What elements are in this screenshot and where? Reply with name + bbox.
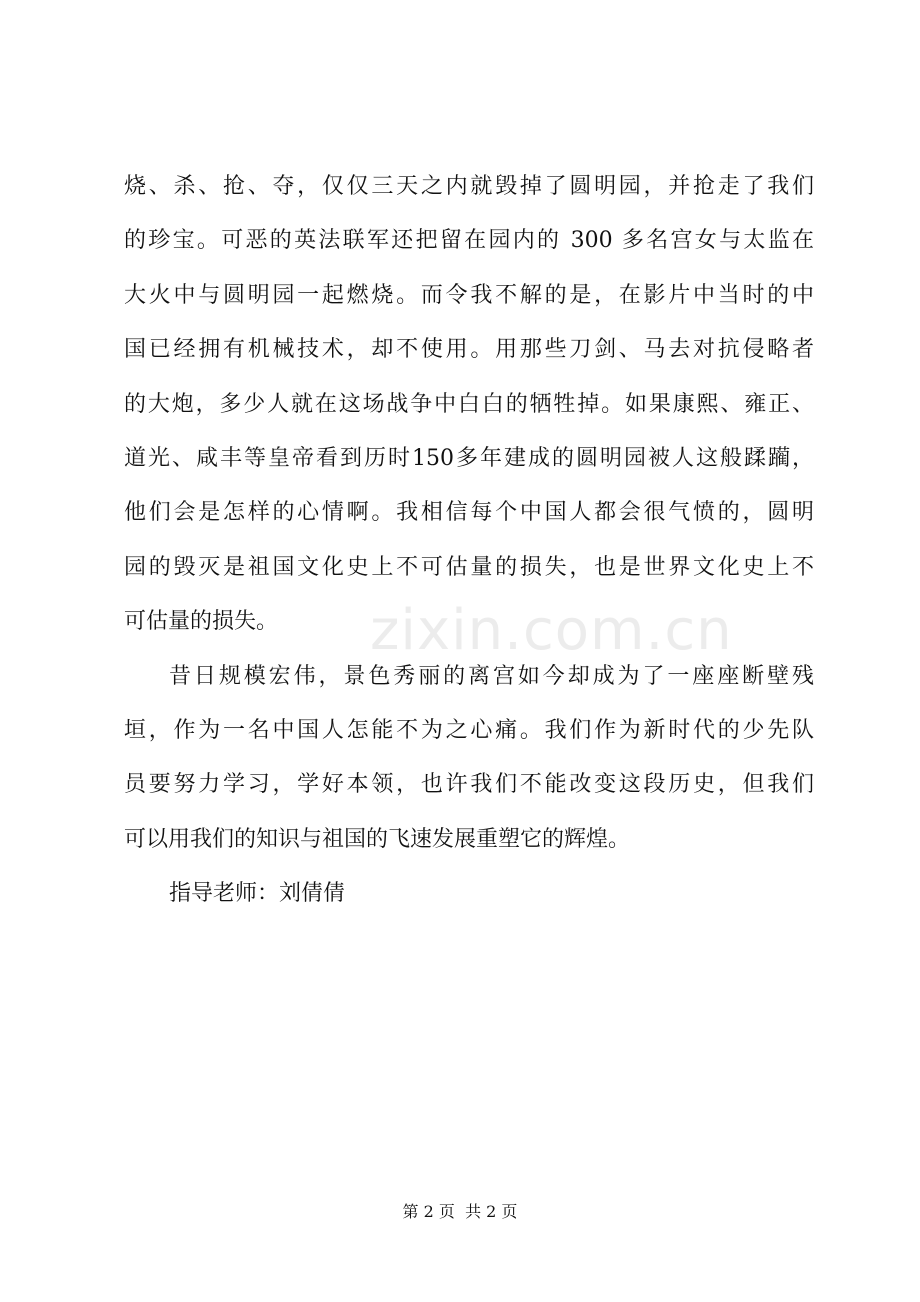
text-line: 烧、杀、抢、夺，仅仅三天之内就毁掉了圆明园，并抢走了我们: [124, 174, 814, 199]
text-line: 大火中与圆明园一起燃烧。而令我不解的是，在影片中当时的中: [124, 282, 814, 308]
page-footer: [0, 1200, 920, 1224]
text-line: 道光、咸丰等皇帝看到历时150多年建成的圆明园被人这般蹂躏，: [124, 445, 814, 471]
text-line: 园的毁灭是祖国文化史上不可估量的损失，也是世界文化史上不: [124, 554, 814, 580]
paragraph-2: [124, 650, 814, 868]
text-line: 员要努力学习，学好本领，也许我们不能改变这段历史，但我们: [124, 772, 814, 798]
text-line: 的大炮，多少人就在这场战争中白白的牺牲掉。如果康熙、雍正、: [124, 391, 814, 417]
text-line: 垣，作为一名中国人怎能不为之心痛。我们作为新时代的少先队: [124, 717, 814, 743]
text-line: 他们会是怎样的心情啊。我相信每个中国人都会很气愤的，圆明: [124, 500, 814, 526]
text-line: 可估量的损失。: [124, 609, 279, 635]
watermark: zixin.com.cn: [370, 598, 733, 663]
advisor-paragraph: [124, 867, 814, 921]
text-line: 的珍宝。可恶的英法联军还把留在园内的 300 多名宫女与太监在: [124, 228, 814, 254]
text-line: 昔日规模宏伟，景色秀丽的离宫如今却成为了一座座断壁残: [169, 663, 814, 689]
text-line: 国已经拥有机械技术，却不使用。用那些刀剑、马去对抗侵略者: [124, 337, 814, 363]
page-number: 第 2 页 共 2 页: [402, 1202, 518, 1221]
document-body: [124, 160, 814, 921]
text-line: 可以用我们的知识与祖国的飞速发展重塑它的辉煌。: [124, 826, 631, 852]
advisor-line: 指导老师：刘倩倩: [169, 881, 346, 907]
paragraph-1: [124, 160, 814, 650]
